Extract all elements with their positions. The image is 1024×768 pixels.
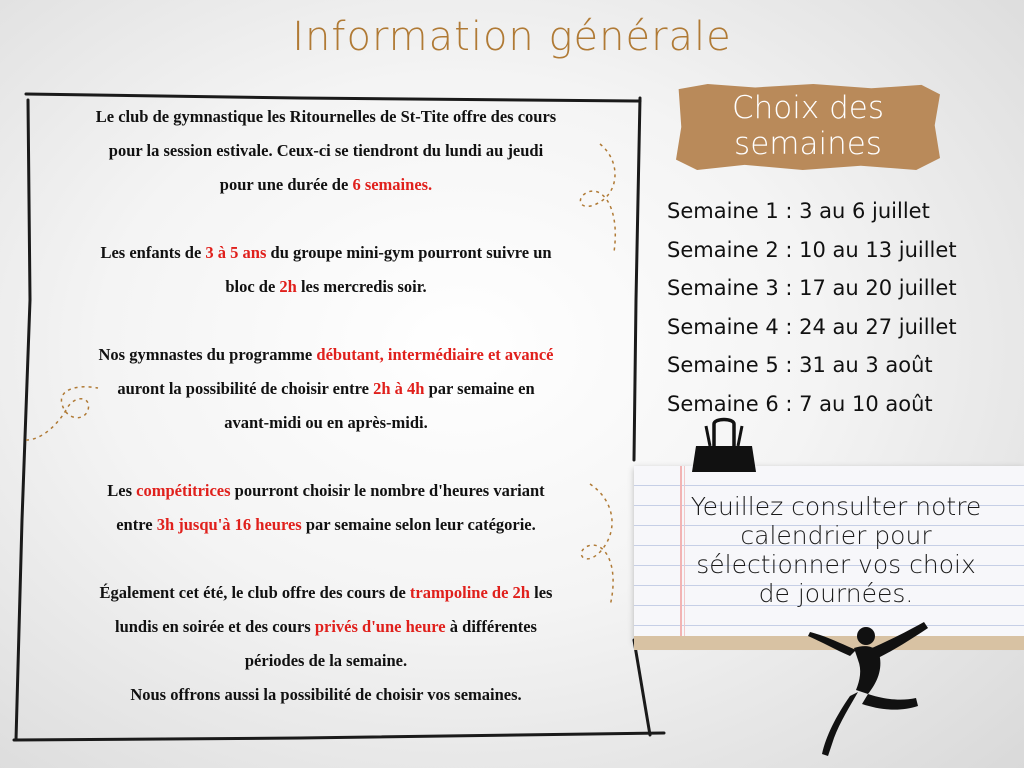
choix-heading-line: Choix des bbox=[732, 90, 884, 126]
choix-heading bbox=[676, 90, 940, 162]
info-line: Nos gymnastes du programme bbox=[98, 345, 317, 364]
info-line: pour la session estivale. Ceux-ci se tiendront du lundi au jeudi bbox=[108, 141, 544, 160]
highlight-text: compétitrices bbox=[136, 481, 231, 500]
week-item: Semaine 4 : 24 au 27 juillet bbox=[667, 314, 957, 339]
week-item: Semaine 1 : 3 au 6 juillet bbox=[667, 199, 930, 223]
info-line: les bbox=[529, 583, 553, 602]
info-text bbox=[36, 100, 616, 712]
info-line: par semaine en bbox=[424, 379, 535, 398]
info-line: avant-midi ou en après-midi. bbox=[224, 413, 428, 432]
week-item: Semaine 2 : 10 au 13 juillet bbox=[667, 237, 957, 262]
info-line: à différentes bbox=[445, 617, 537, 636]
info-line: Nous offrons aussi la possibilité de choisir vos semaines. bbox=[130, 685, 522, 704]
highlight-text: 6 semaines. bbox=[352, 175, 433, 194]
highlight-text: 2h bbox=[279, 277, 297, 296]
note-text bbox=[648, 492, 1024, 608]
info-paragraph bbox=[36, 338, 616, 440]
info-line: les mercredis soir. bbox=[296, 277, 427, 296]
info-line: Également cet été, le club offre des cours de bbox=[99, 583, 410, 602]
note-line: sélectionner vos choix bbox=[696, 550, 976, 579]
gymnast-silhouette-icon bbox=[806, 610, 930, 760]
info-paragraph bbox=[36, 100, 616, 202]
info-line: du groupe mini-gym pourront suivre un bbox=[266, 243, 552, 262]
weeks-list bbox=[667, 192, 957, 423]
info-line: pour une durée de bbox=[219, 175, 353, 194]
week-item: Semaine 3 : 17 au 20 juillet bbox=[667, 276, 957, 300]
info-line: Les bbox=[107, 481, 137, 500]
highlight-text: 3h jusqu'à 16 heures bbox=[156, 515, 302, 534]
highlight-text: trampoline de 2h bbox=[409, 583, 530, 602]
highlight-text: 2h à 4h bbox=[373, 379, 425, 398]
highlight-text: 3 à 5 ans bbox=[205, 243, 267, 262]
note-line: de journées. bbox=[758, 579, 914, 608]
info-line: lundis en soirée et des cours bbox=[115, 617, 315, 636]
info-paragraph bbox=[36, 576, 616, 712]
info-paragraph bbox=[36, 236, 616, 304]
week-item: Semaine 5 : 31 au 3 août bbox=[667, 353, 933, 377]
info-line: Le club de gymnastique les Ritournelles de St-Tite offre des cours bbox=[95, 107, 557, 126]
info-line: périodes de la semaine. bbox=[244, 651, 408, 670]
info-line: entre bbox=[116, 515, 157, 534]
page-title: Information générale bbox=[292, 14, 732, 60]
info-line: par semaine selon leur catégorie. bbox=[301, 515, 536, 534]
week-item: Semaine 6 : 7 au 10 août bbox=[667, 391, 933, 416]
info-line: auront la possibilité de choisir entre bbox=[117, 379, 374, 398]
info-paragraph bbox=[36, 474, 616, 542]
info-line: pourront choisir le nombre d'heures variant bbox=[230, 481, 545, 500]
info-line: bloc de bbox=[225, 277, 280, 296]
binder-clip-icon bbox=[692, 416, 756, 476]
note-line: calendrier pour bbox=[740, 521, 932, 550]
choix-heading-line: semaines bbox=[734, 126, 882, 162]
info-line: Les enfants de bbox=[100, 243, 206, 262]
highlight-text: privés d'une heure bbox=[314, 617, 446, 636]
note-line: Yeuillez consulter notre bbox=[690, 492, 982, 521]
highlight-text: débutant, intermédiaire et avancé bbox=[316, 345, 554, 364]
